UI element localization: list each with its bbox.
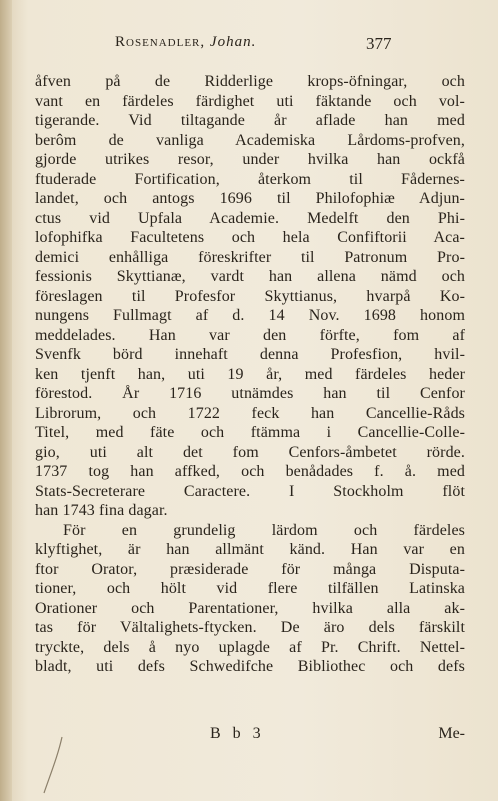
text-line: gio, uti alt det fom Cenfors-åmbetet rörde. <box>35 443 465 461</box>
text-line: tryckte, dels å nyo uplagde af Pr. Chrift. Nettel- <box>35 638 465 656</box>
text-line: bladt, uti defs Schwedifche Bibliothec och defs <box>35 658 465 675</box>
text-line: ftor Orator, præsiderade för många Disputa- <box>35 560 465 578</box>
text-line: ken tjenft han, uti 19 år, med färdeles heder <box>35 365 465 383</box>
body-text <box>35 72 465 677</box>
text-line: landet, och antogs 1696 til Philofophiæ Adjun- <box>35 190 465 207</box>
text-line: nungens Fullmagt af d. 14 Nov. 1698 honom <box>35 307 465 324</box>
text-line: Orationer och Parentationer, hvilka alla ak- <box>35 599 465 617</box>
text-line: fessionis Skyttianæ, vardt han allena nämd och <box>35 268 465 285</box>
signature-mark: B b 3 <box>210 725 265 742</box>
text-line: tigerande. Vid tiltagande år aflade han med <box>35 112 465 129</box>
text-line: Titel, med fäte och ftämma i Cancellie-Colle- <box>35 424 465 441</box>
text-line: Svenfk börd innehaft denna Profesfion, hvil- <box>35 346 465 363</box>
text-line: klyftighet, är han allmänt känd. Han var en <box>35 541 465 558</box>
text-line: vant en färdeles färdighet uti fäktande och vol- <box>35 92 465 110</box>
text-line: demici enhålliga föreskrifter til Patronum Pro- <box>35 248 465 266</box>
text-line: lofophifka Facultetens och hela Confiftorii Aca- <box>35 229 465 246</box>
text-line: För en grundelig lärdom och färdeles <box>63 521 465 539</box>
page-footer <box>35 725 465 747</box>
text-line: ftuderade Fortification, återkom til Fådernes- <box>35 170 465 188</box>
text-line: gjorde utrikes resor, under hvilka han ockfå <box>35 151 465 168</box>
running-head-surname: Rosenadler, <box>115 34 206 50</box>
text-line: Librorum, och 1722 feck han Cancellie-Råds <box>35 404 465 422</box>
text-line: Stats-Secreterare Caractere. I Stockholm flöt <box>35 482 465 500</box>
text-line: han 1743 fina dagar. <box>35 502 168 519</box>
page-number: 377 <box>366 34 392 53</box>
running-head-given-name: Johan. <box>209 34 257 50</box>
text-line: föreslagen til Profesfor Skyttianus, hvarpå Ko- <box>35 287 465 305</box>
page-gutter <box>0 0 12 801</box>
text-line: meddelades. Han var den förfte, fom af <box>35 326 465 344</box>
text-line: ctus vid Upfala Academie. Medelft den Phi- <box>35 209 465 227</box>
text-line: tas för Vältalighets-ftycken. De äro dels färskilt <box>35 619 465 636</box>
text-line: åfven på de Ridderlige krops-öfningar, och <box>35 73 465 90</box>
text-line: berôm de vanliga Academiska Lårdoms-profven, <box>35 131 465 149</box>
text-line: 1737 tog han affked, och benådades f. å. med <box>35 463 465 480</box>
catchword: Me- <box>438 725 465 742</box>
pencil-mark-icon <box>40 735 70 795</box>
text-line: tioner, och hölt vid flere tilfällen Latinska <box>35 580 465 597</box>
text-line: förestod. År 1716 utnämdes han til Cenfor <box>35 385 465 402</box>
